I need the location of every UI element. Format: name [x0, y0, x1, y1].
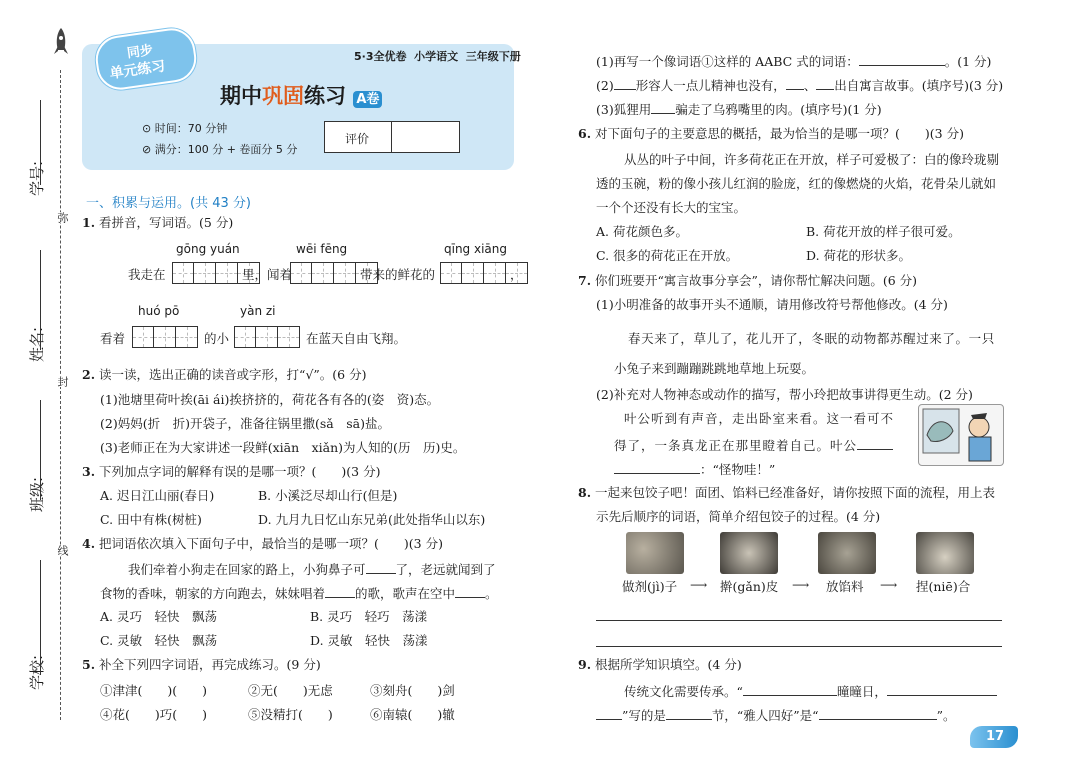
section-heading: 一、积累与运用。(共 43 分) [86, 196, 251, 211]
arrow-icon: ⟶ [792, 578, 810, 592]
q9-blank-1[interactable] [743, 682, 837, 696]
class-label: 班级: [28, 476, 46, 512]
series-label: 5·3全优卷 小学语文 三年级下册 [354, 50, 521, 63]
q8-answer-line-2[interactable] [596, 646, 1002, 647]
class-field[interactable] [40, 400, 41, 500]
q9-blank-5[interactable] [819, 706, 937, 720]
page-title: 期中巩固练习 A卷 [220, 80, 382, 110]
mark-xian: 线 [56, 545, 69, 556]
question-9: 9. 根据所学知识填空。(4 分) [578, 657, 742, 672]
answer-grid-huopo[interactable] [132, 326, 198, 348]
q4-blank-1[interactable] [366, 560, 396, 574]
step-4: 捏(niē)合 [916, 579, 971, 594]
question-6: 6. 对下面句子的主要意思的概括，最为恰当的是哪一项？( )(3 分) [578, 126, 964, 141]
q4-blank-3[interactable] [455, 584, 485, 598]
question-1: 1. 看拼音，写词语。(5 分) [82, 215, 234, 230]
q4-blank-2[interactable] [325, 584, 355, 598]
time-info: ⊙ 时间：70 分钟 [142, 122, 228, 135]
q5-3-blank[interactable] [651, 100, 675, 114]
mark-feng: 封 [56, 376, 69, 387]
name-field[interactable] [40, 250, 41, 350]
page-number-badge [970, 726, 1018, 748]
question-4: 4. 把词语依次填入下面句子中，最恰当的是哪一项？( )(3 分) [82, 536, 443, 551]
edition-badge: A卷 [353, 91, 382, 108]
question-7: 7. 你们班要开“寓言故事分享会”，请你帮忙解决问题。(6 分) [578, 273, 918, 288]
check-icon: ⊘ [142, 143, 155, 156]
q5-2-blank-2[interactable] [786, 76, 804, 90]
pinch-photo [916, 532, 974, 574]
q7-blank-2[interactable] [614, 460, 700, 474]
arrow-icon: ⟶ [690, 578, 708, 592]
dough-photo [626, 532, 684, 574]
q8-answer-line-1[interactable] [596, 620, 1002, 621]
wrapper-photo [720, 532, 778, 574]
yegong-illustration [918, 404, 1004, 466]
q9-blank-4[interactable] [666, 706, 712, 720]
filling-photo [818, 532, 876, 574]
step-2: 擀(gǎn)皮 [720, 579, 779, 594]
unit-badge: 同步 单元练习 [93, 25, 200, 92]
eval-input[interactable] [391, 122, 459, 152]
mark-mi: 弥 [56, 212, 69, 223]
student-id-field[interactable] [40, 100, 41, 185]
eval-box: 评价 [324, 121, 460, 153]
step-3: 放馅料 [826, 579, 864, 594]
score-info: ⊘ 满分：100 分 + 卷面分 5 分 [142, 143, 298, 156]
rocket-icon [54, 28, 68, 56]
question-8: 8. 一起来包饺子吧！面团、馅料已经准备好，请你按照下面的流程，用上表 [578, 485, 996, 500]
student-id-label: 学号: [28, 160, 46, 196]
step-1: 做剂(jì)子 [622, 579, 678, 594]
school-label: 学校: [28, 654, 46, 690]
question-2: 2. 读一读，选出正确的读音或字形，打“√”。(6 分) [82, 367, 367, 382]
q5-2-blank-1[interactable] [614, 76, 636, 90]
arrow-icon: ⟶ [880, 578, 898, 592]
q5-1-blank[interactable] [859, 52, 945, 66]
page-number: 17 [986, 729, 1005, 744]
question-3: 3. 下列加点字词的解释有误的是哪一项？( )(3 分) [82, 464, 381, 479]
binding-strip [0, 0, 80, 763]
question-5: 5. 补全下列四字词语，再完成练习。(9 分) [82, 657, 321, 672]
q9-blank-3[interactable] [596, 706, 622, 720]
name-label: 姓名: [28, 326, 46, 362]
q5-2-blank-3[interactable] [816, 76, 834, 90]
answer-grid-yanzi[interactable] [234, 326, 300, 348]
q7-blank-1[interactable] [857, 436, 893, 450]
clock-icon: ⊙ [142, 122, 155, 135]
school-field[interactable] [40, 560, 41, 675]
q9-blank-2[interactable] [887, 682, 997, 696]
